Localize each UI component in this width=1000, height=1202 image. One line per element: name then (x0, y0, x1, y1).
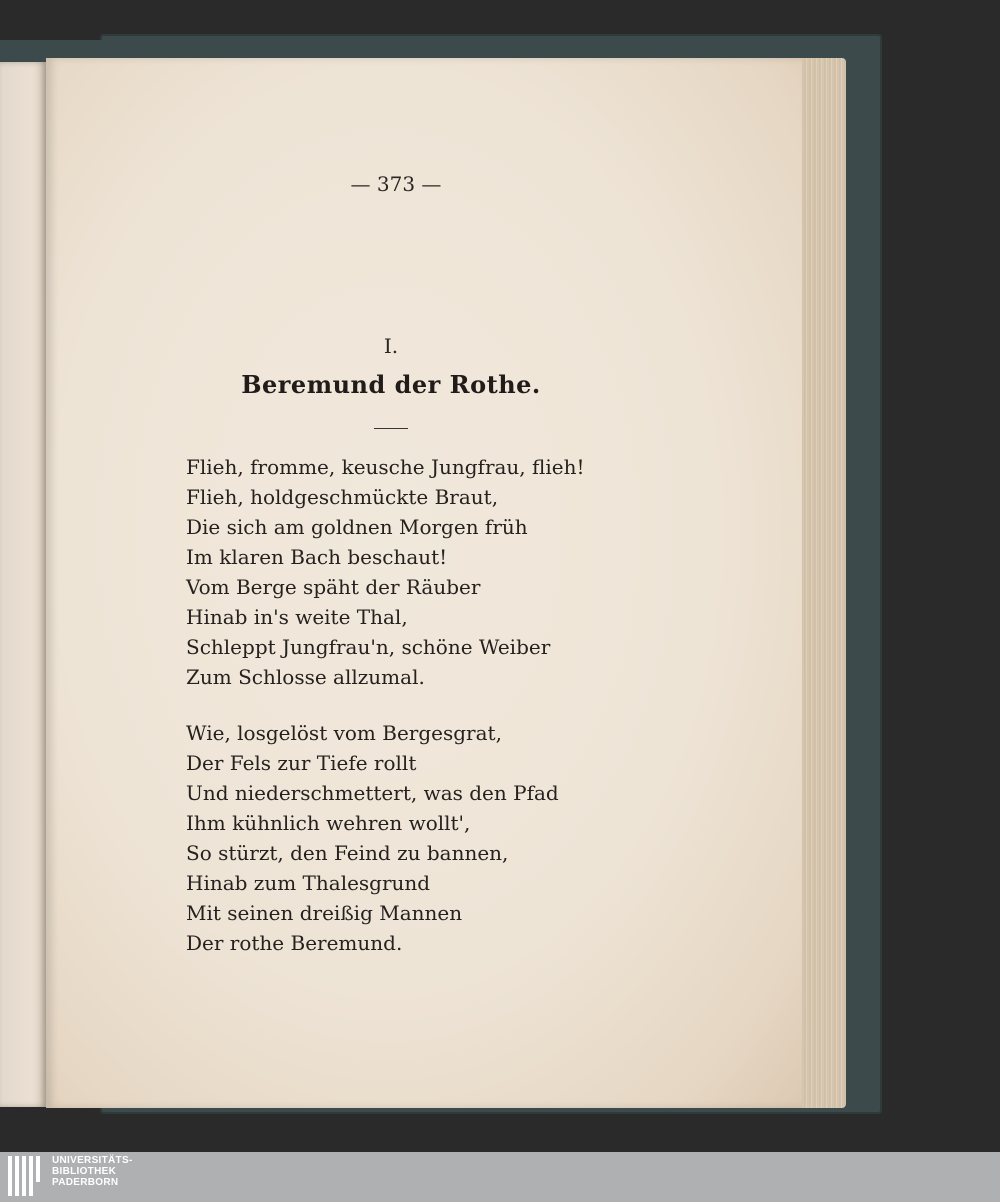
verse-line: Im klaren Bach beschaut! (186, 545, 448, 569)
library-name-line: BIBLIOTHEK (52, 1166, 117, 1177)
page-number: — 373 — (350, 172, 442, 196)
library-footer-bar (0, 1152, 1000, 1202)
verse-line: So stürzt, den Feind zu bannen, (186, 841, 509, 865)
stanza (186, 452, 585, 692)
verse-line: Der rothe Beremund. (186, 931, 403, 955)
verse-line: Wie, losgelöst vom Bergesgrat, (186, 721, 502, 745)
verse-line: Hinab in's weite Thal, (186, 605, 408, 629)
facing-page-edge (0, 62, 46, 1107)
title-divider (374, 428, 408, 429)
verse-line: Und niederschmettert, was den Pfad (186, 781, 559, 805)
verse-line: Zum Schlosse allzumal. (186, 665, 425, 689)
library-name-line: PADERBORN (52, 1177, 119, 1188)
verse-line: Hinab zum Thalesgrund (186, 871, 431, 895)
verse-line: Ihm kühnlich wehren wollt', (186, 811, 471, 835)
verse-line: Schleppt Jungfrau'n, schöne Weiber (186, 635, 551, 659)
library-logo-icon (8, 1156, 46, 1196)
verse-line: Flieh, holdgeschmückte Braut, (186, 485, 499, 509)
verse-line: Mit seinen dreißig Mannen (186, 901, 463, 925)
verse-line: Flieh, fromme, keusche Jungfrau, flieh! (186, 455, 585, 479)
section-numeral: I. (383, 334, 399, 358)
verse-line: Der Fels zur Tiefe rollt (186, 751, 417, 775)
poem-title: Beremund der Rothe. (241, 370, 541, 399)
page-block-edges (798, 58, 846, 1108)
book-page (46, 58, 802, 1108)
library-name (52, 1155, 133, 1188)
library-name-line: UNIVERSITÄTS- (52, 1155, 133, 1166)
verse-line: Die sich am goldnen Morgen früh (186, 515, 528, 539)
verse-line: Vom Berge späht der Räuber (186, 575, 481, 599)
stanza (186, 718, 559, 958)
